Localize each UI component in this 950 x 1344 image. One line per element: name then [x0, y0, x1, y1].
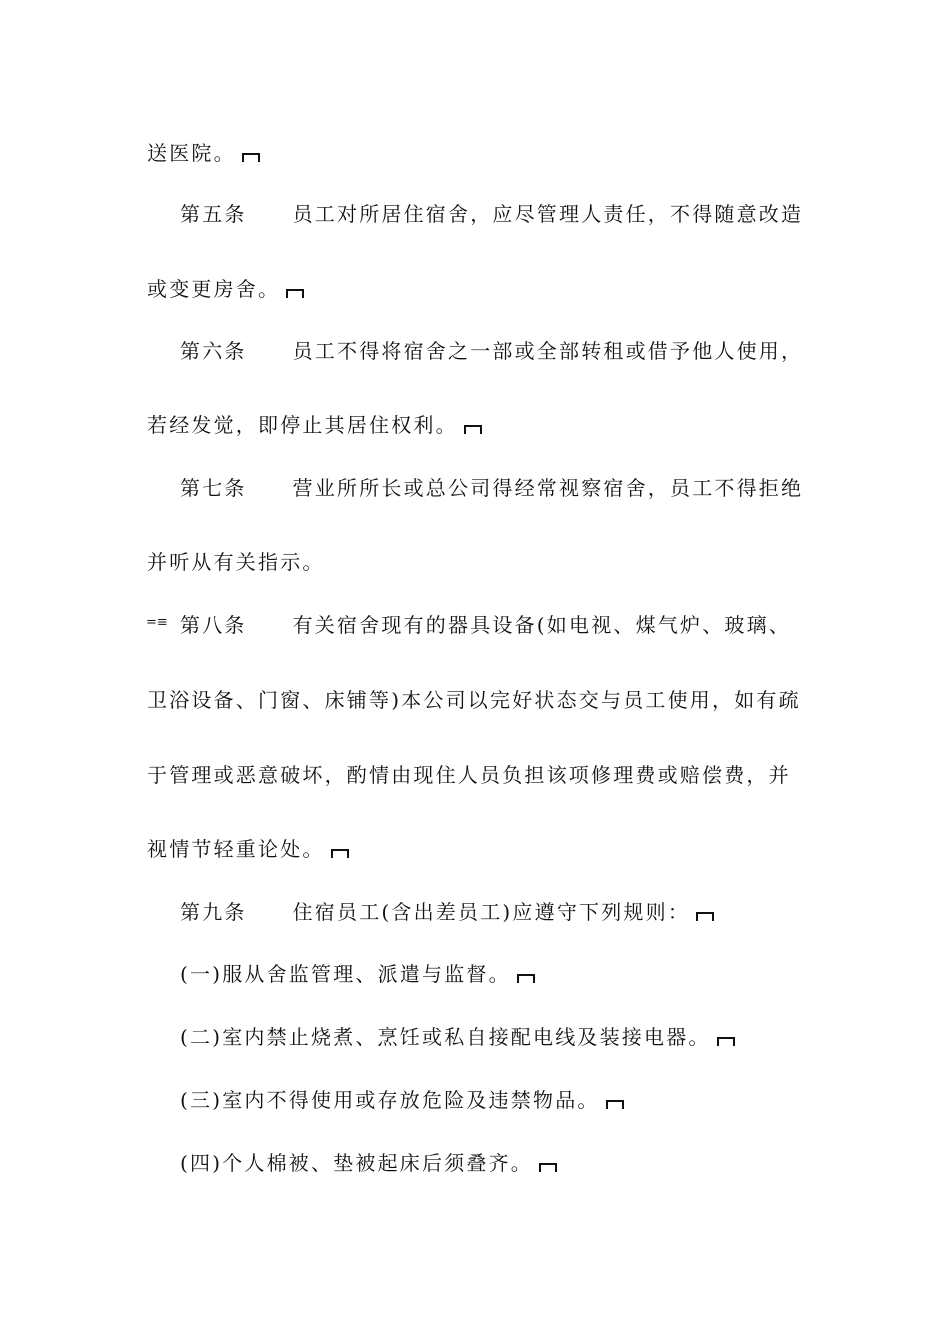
paragraph-mark-icon: [464, 425, 482, 434]
article-line: 第七条 营业所所长或总公司得经常视察宿舍，员工不得拒绝: [180, 476, 804, 500]
paragraph-mark-icon: [539, 1163, 557, 1172]
article-number: 第六条: [180, 339, 247, 363]
article-line: 第九条 住宿员工(含出差员工)应遵守下列规则：: [180, 898, 714, 926]
article-number: 第七条: [180, 476, 247, 500]
list-item: (三)室内不得使用或存放危险及违禁物品。: [180, 1086, 624, 1114]
text-line: 视情节轻重论处。: [147, 835, 349, 863]
paragraph-mark-icon: [517, 974, 535, 983]
text-line: 或变更房舍。: [147, 275, 304, 303]
article-number: 第九条: [180, 900, 247, 924]
list-item: (一)服从舍监管理、派遣与监督。: [180, 960, 535, 988]
margin-mark: =≡: [146, 615, 168, 630]
article-number: 第五条: [180, 202, 247, 226]
paragraph-mark-icon: [242, 153, 260, 162]
paragraph-mark-icon: [696, 912, 714, 921]
list-item: (四)个人棉被、垫被起床后须叠齐。: [180, 1149, 557, 1177]
article-line: 第八条 有关宿舍现有的器具设备(如电视、煤气炉、玻璃、: [180, 613, 792, 637]
paragraph-mark-icon: [286, 289, 304, 298]
text-line: 于管理或恶意破坏，酌情由现住人员负担该项修理费或赔偿费，并: [147, 763, 791, 787]
article-line: 第五条 员工对所居住宿舍，应尽管理人责任，不得随意改造: [180, 202, 804, 226]
article-line: 第六条 员工不得将宿舍之一部或全部转租或借予他人使用，: [180, 339, 804, 363]
text-line: 若经发觉，即停止其居住权利。: [147, 411, 482, 439]
text-line: 送医院。: [147, 139, 260, 167]
paragraph-mark-icon: [717, 1037, 735, 1046]
text-line: 卫浴设备、门窗、床铺等)本公司以完好状态交与员工使用，如有疏: [147, 688, 801, 712]
paragraph-mark-icon: [606, 1100, 624, 1109]
text-line: 并听从有关指示。: [147, 550, 325, 574]
list-item: (二)室内禁止烧煮、烹饪或私自接配电线及装接电器。: [180, 1023, 735, 1051]
paragraph-mark-icon: [331, 849, 349, 858]
article-number: 第八条: [180, 613, 247, 637]
